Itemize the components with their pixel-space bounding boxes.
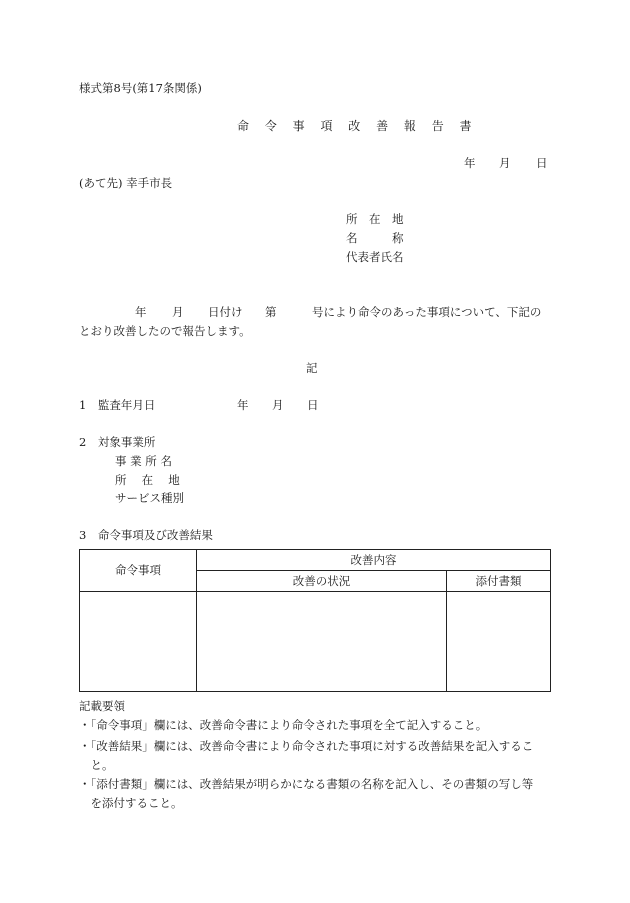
ki-label: 記 <box>306 361 318 375</box>
document-title: 命 令 事 項 改 善 報 告 書 <box>237 119 478 133</box>
table-divider-subheader <box>196 570 550 571</box>
notes-item-3: ・「添付書類」欄には、改善結果が明らかになる書類の名称を記入し、その書類の写し等 <box>79 777 534 791</box>
section2-item-service-type: サービス種別 <box>115 491 184 505</box>
section1-month: 月 <box>272 398 284 412</box>
date-year: 年 <box>464 156 476 170</box>
body-line1-rest: 号により命令のあった事項について、下記の <box>312 305 542 319</box>
date-day: 日 <box>536 156 548 170</box>
table-header-attachments: 添付書類 <box>475 574 522 588</box>
notes-item-3-cont: を添付すること。 <box>79 796 183 810</box>
order-improvement-table <box>79 549 551 692</box>
reporter-address-label: 所 在 地 <box>346 212 404 226</box>
body-year: 年 <box>135 305 147 319</box>
section2-item-address: 所 在 地 <box>115 473 180 487</box>
body-line2: とおり改善したので報告します。 <box>79 324 251 338</box>
section2-item-office-name: 事 業 所 名 <box>115 454 172 468</box>
table-header-improvement: 改善内容 <box>350 553 397 567</box>
date-month: 月 <box>499 156 511 170</box>
reporter-name-label: 名 称 <box>346 231 404 245</box>
table-cell-status[interactable] <box>197 592 446 691</box>
notes-item-1: ・「命令事項」欄には、改善命令書により命令された事項を全て記入すること。 <box>79 718 488 732</box>
section2-title: 2 対象事業所 <box>79 435 156 449</box>
addressee: (あて先) 幸手市長 <box>79 176 173 190</box>
form-number-label: 様式第8号(第17条関係) <box>79 81 202 95</box>
table-header-order: 命令事項 <box>115 563 161 577</box>
section1-year: 年 <box>237 398 249 412</box>
table-header-status: 改善の状況 <box>292 574 351 588</box>
table-cell-order[interactable] <box>80 592 196 691</box>
table-cell-attachments[interactable] <box>447 592 550 691</box>
section3-title: 3 命令事項及び改善結果 <box>79 528 213 542</box>
body-date-suffix: 日付け <box>208 305 243 319</box>
notes-item-2-cont: と。 <box>79 758 114 772</box>
section1-day: 日 <box>307 398 319 412</box>
section1-title: 1 監査年月日 <box>79 398 156 412</box>
notes-title: 記載要領 <box>79 699 125 713</box>
body-month: 月 <box>172 305 184 319</box>
notes-item-2: ・「改善結果」欄には、改善命令書により命令された事項に対する改善結果を記入するこ <box>79 739 534 753</box>
reporter-representative-label: 代表者氏名 <box>346 250 404 264</box>
body-dai: 第 <box>265 305 277 319</box>
